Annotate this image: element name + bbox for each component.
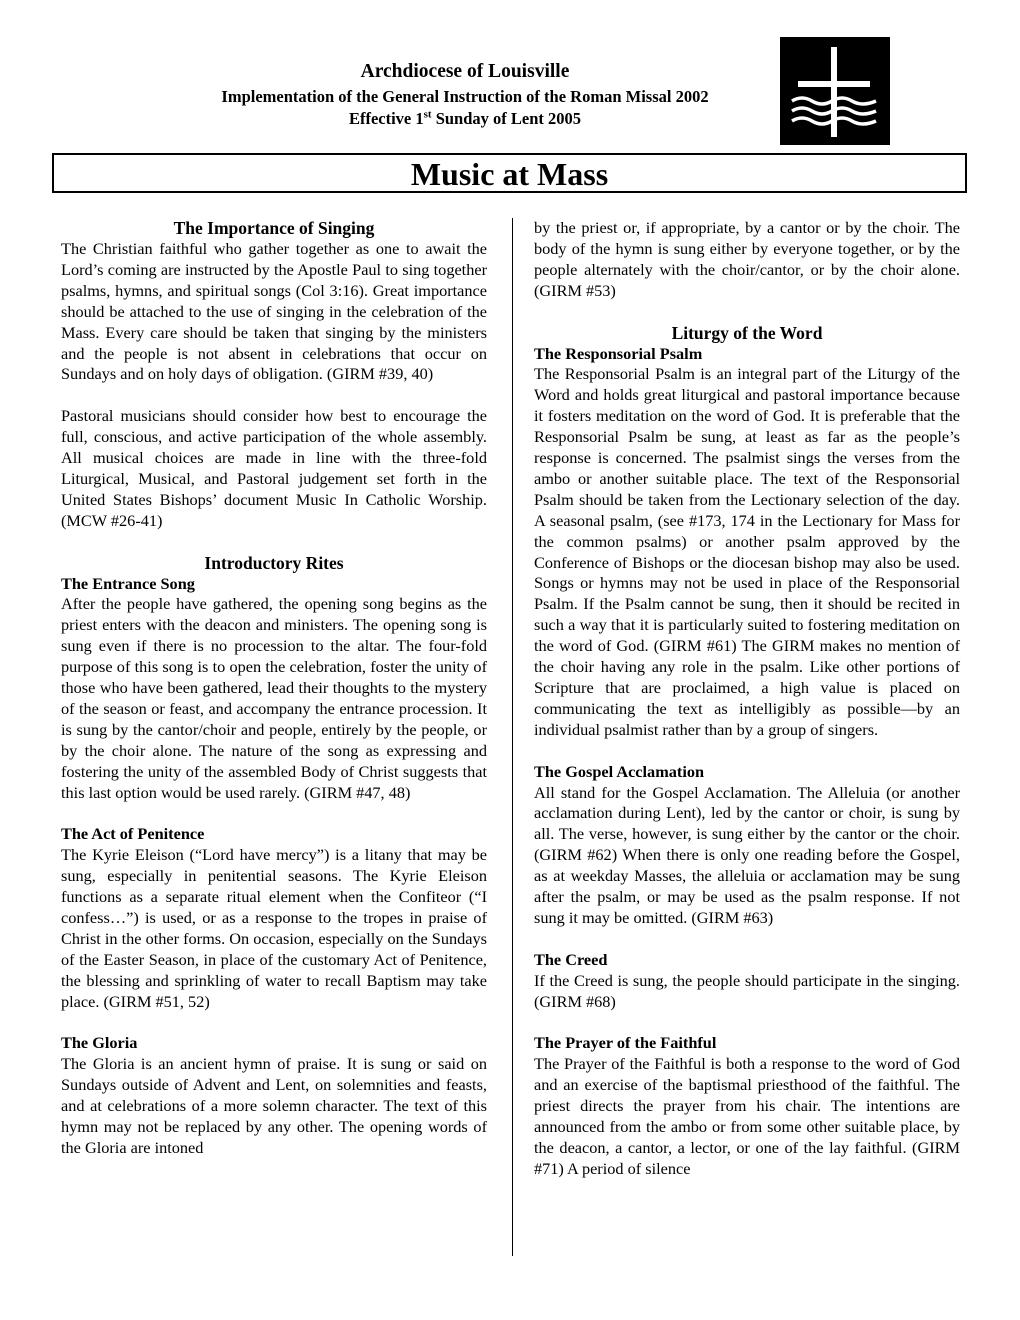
section-title-liturgy-of-the-word: Liturgy of the Word [671, 322, 823, 343]
gospel-acclamation-text: All stand for the Gospel Acclamation. The Alleluia (or another acclamation during Lent), led by the cantor or choir, is sung by all. The verse, however, is sung either by the cantor or the choir. (GIRM #62) When there is only one reading before the Gospel, as at weekday Masses, the alleluia or acclamation may be sung after the psalm, or may be used as the psalm response. If not sung it may be omitted. (GIRM #63) [534, 782, 960, 927]
left-column [61, 218, 487, 1159]
subsection-title-gloria: The Gloria [61, 1033, 138, 1053]
importance-paragraph-1: The Christian faithful who gather together as one to await the Lord’s coming are instructed by the Apostle Paul to sing together psalms, hymns, and spiritual songs (Col 3:16). Great importance should be attached to the use of singing in the celebration of the Mass. Every care should be taken that singing by the ministers and the people is not absent in celebrations that occur on Sundays and on holy days of obligation. (GIRM #39, 40) [61, 239, 487, 384]
gloria-continuation-text: by the priest or, if appropriate, by a cantor or by the choir. The body of the hymn is sung either by everyone together, or by the people alternately with the choir/cantor, or by the choir alone. (GIRM #53) [534, 218, 960, 300]
gloria-text: The Gloria is an ancient hymn of praise. It is sung or said on Sundays outside of Advent and Lent, on solemnities and feasts, and at celebrations of a more solemn character. The text of this hymn may not be replaced by any other. The opening words of the Gloria are intoned [61, 1054, 487, 1157]
subsection-title-creed: The Creed [534, 949, 608, 969]
subsection-title-responsorial-psalm: The Responsorial Psalm [534, 343, 703, 363]
effective-prefix: Effective 1 [348, 109, 424, 128]
importance-paragraph-2: Pastoral musicians should consider how best to encourage the full, conscious, and active participation of the whole assembly. All musical choices are made in line with the three-fold Liturgical, Musical, and Pastoral judgement set forth in the United States Bishops’ document Music In Catholic Worship. (MCW #26-41) [61, 406, 487, 530]
prayer-of-the-faithful-text: The Prayer of the Faithful is both a response to the word of God and an exercise of the baptismal priesthood of the faithful. The priest directs the prayer from his chair. The intentions are announced from the ambo or from some other suitable place, by the deacon, a cantor, a lector, or one of the lay faithful. (GIRM #71) A period of silence [534, 1054, 960, 1178]
entrance-song-text: After the people have gathered, the opening song begins as the priest enters with the deacon and ministers. The opening song is sung even if there is no procession to the altar. The four-fold purpose of this song is to open the celebration, foster the unity of those who have been gathered, lead their thoughts to the mystery of the season or feast, and accompany the entrance procession. It is sung by the cantor/choir and people, entirely by the people, or by the choir alone. The nature of the song as expressing and fostering the unity of the assembled Body of Christ suggests that this last option would be used rarely. (GIRM #47, 48) [61, 594, 487, 802]
section-title-importance: The Importance of Singing [173, 218, 375, 238]
column-divider [512, 218, 513, 1256]
effective-superscript: st [423, 108, 432, 121]
effective-date [165, 108, 765, 130]
title-banner [52, 153, 967, 193]
section-title-introductory-rites: Introductory Rites [204, 552, 344, 573]
right-column [534, 218, 960, 1180]
document-subtitle: Implementation of the General Instruction of the Roman Missal 2002 [221, 87, 709, 106]
responsorial-psalm-text: The Responsorial Psalm is an integral part of the Liturgy of the Word and holds great liturgical and pastoral importance because it fosters meditation on the word of God. It is preferable that the Responsorial Psalm be sung, at least as far as the people’s response is concerned. The psalmist sings the verses from the ambo or another suitable place. The text of the Responsorial Psalm should be taken from the Lectionary selection of the day. A seasonal psalm, (see #173, 174 in the Lectionary for Mass for the common psalms) or another psalm approved by the Conference of Bishops or the diocesan bishop may also be used. Songs or hymns may not be used in place of the Responsorial Psalm. If the Psalm cannot be sung, then it should be recited in such a way that it is particularly suited to fostering meditation on the word of God. (GIRM #61) The GIRM makes no mention of the choir having any role in the psalm. Like other portions of Scripture that are proclaimed, a high value is placed on communicating the text as intelligibly as possible—by an individual psalmist rather than by a group of singers. [534, 364, 960, 739]
page-title: Music at Mass [410, 156, 609, 192]
organization-name: Archdiocese of Louisville [360, 61, 570, 82]
effective-suffix: Sunday of Lent 2005 [431, 109, 582, 128]
cross-water-logo-icon [780, 37, 890, 145]
subsection-title-gospel-acclamation: The Gospel Acclamation [534, 761, 705, 781]
act-of-penitence-text: The Kyrie Eleison (“Lord have mercy”) is a litany that may be sung, especially in penitential seasons. The Kyrie Eleison functions as a separate ritual element when the Confiteor (“I confess…”) is used, or as a response to the tropes in praise of Christ in the other forms. On occasion, especially on the Sundays of the Easter Season, in place of the customary Act of Penitence, the blessing and sprinkling of water to recall Baptism may take place. (GIRM #51, 52) [61, 845, 487, 1011]
subsection-title-prayer-of-the-faithful: The Prayer of the Faithful [534, 1033, 717, 1053]
subsection-title-entrance-song: The Entrance Song [61, 573, 195, 593]
subsection-title-act-of-penitence: The Act of Penitence [61, 824, 205, 844]
creed-text: If the Creed is sung, the people should participate in the singing. (GIRM #68) [534, 970, 960, 1011]
